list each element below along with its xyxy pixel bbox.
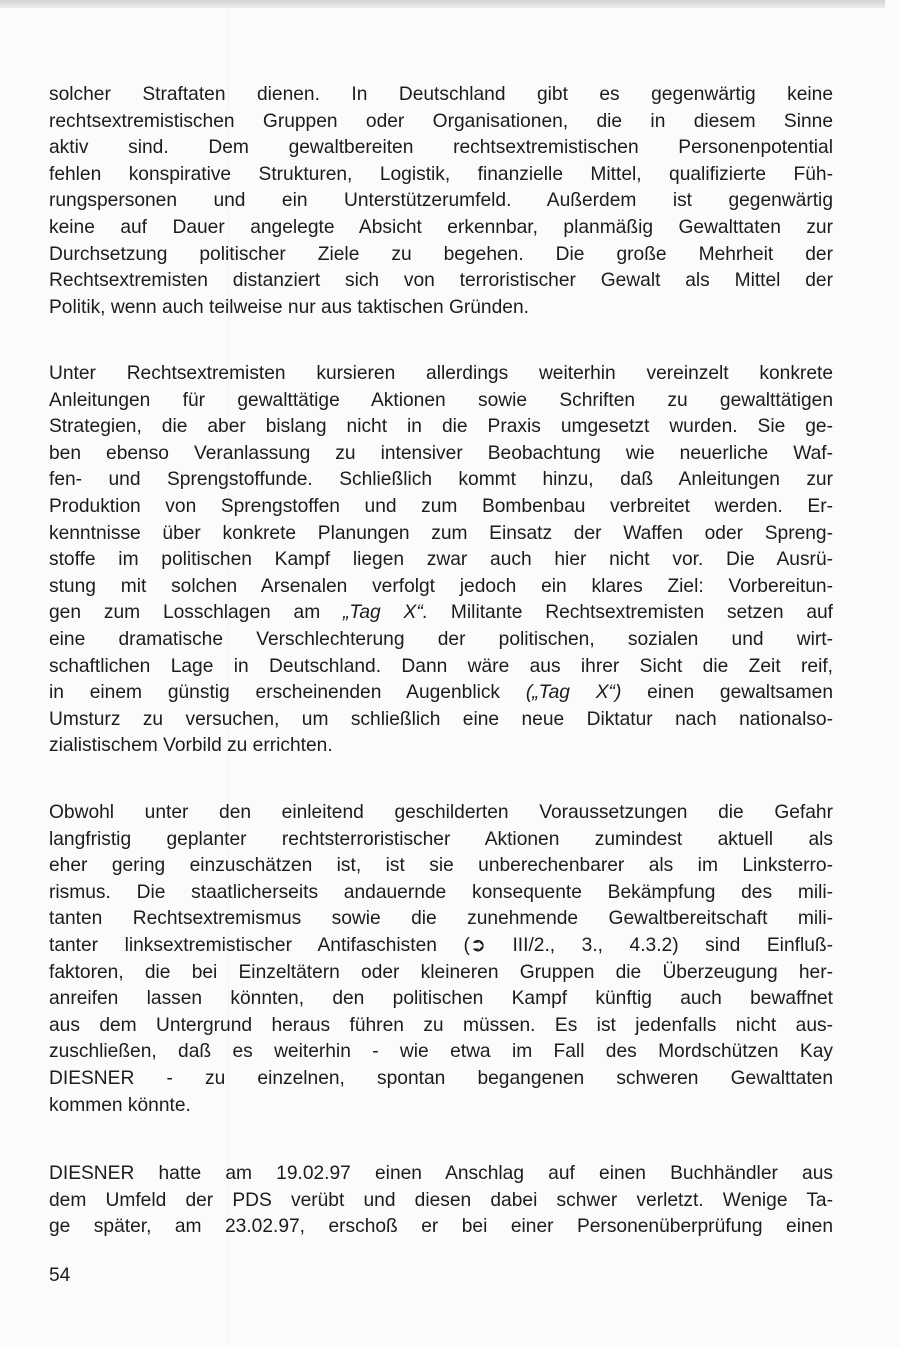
- text-line: DIESNER - zu einzelnen, spontan begangenen schweren Gewalttaten: [49, 1067, 833, 1089]
- top-edge-rule: [0, 0, 885, 8]
- paragraph-1: [49, 82, 833, 321]
- text-line: fen- und Sprengstoffunde. Schließlich kommt hinzu, daß Anleitungen zur: [49, 469, 833, 491]
- text-line: eher gering einzuschätzen ist, ist sie unberechenbarer als im Linksterro-: [49, 855, 833, 877]
- text-line: Rechtsextremisten distanziert sich von terroristischer Gewalt als Mittel der: [49, 270, 833, 292]
- text-line: dem Umfeld der PDS verübt und diesen dabei schwer verletzt. Wenige Ta-: [49, 1189, 833, 1211]
- text-line: solcher Straftaten dienen. In Deutschland gibt es gegenwärtig keine: [49, 84, 833, 105]
- text-line: Umsturz zu versuchen, um schließlich eine neue Diktatur nach nationalso-: [49, 708, 833, 730]
- text-line: fehlen konspirative Strukturen, Logistik, finanzielle Mittel, qualifizierte Füh-: [49, 163, 833, 185]
- text-segment: III/2., 3., 4.3.2) sind Einfluß-: [485, 934, 833, 956]
- text-line: stung mit solchen Arsenalen verfolgt jedoch ein klares Ziel: Vorbereitun-: [49, 575, 833, 597]
- text-segment: Militante Rechtsextremisten setzen auf: [428, 602, 833, 624]
- text-line: keine auf Dauer angelegte Absicht erkennbar, planmäßig Gewalttaten zur: [49, 216, 833, 238]
- text-line: Politik, wenn auch teilweise nur aus taktischen Gründen.: [49, 296, 529, 318]
- page-number: 54: [49, 1265, 71, 1286]
- text-line: rungspersonen und ein Unterstützerumfeld. Außerdem ist gegenwärtig: [49, 190, 833, 212]
- text-segment: einen gewaltsamen: [621, 682, 833, 704]
- paragraph-4: [49, 1161, 833, 1241]
- text-line: aus dem Untergrund heraus führen zu müssen. Es ist jedenfalls nicht aus-: [49, 1014, 833, 1036]
- text-line: faktoren, die bei Einzeltätern oder kleineren Gruppen die Überzeugung her-: [49, 961, 833, 983]
- text-line: zialistischem Vorbild zu errichten.: [49, 735, 333, 757]
- tag-x-italic: („Tag X“): [525, 682, 622, 704]
- text-line: stoffe im politischen Kampf liegen zwar auch hier nicht vor. Die Ausrü-: [49, 549, 833, 571]
- text-line: Produktion von Sprengstoffen und zum Bombenbau verbreitet werden. Er-: [49, 495, 833, 517]
- text-line: anreifen lassen könnten, den politischen Kampf künftig auch bewaffnet: [49, 988, 833, 1010]
- text-line: Strategien, die aber bislang nicht in die Praxis umgesetzt wurden. Sie ge-: [49, 416, 833, 438]
- text-line: ge später, am 23.02.97, erschoß er bei einer Personenüberprüfung einen: [49, 1216, 833, 1238]
- text-segment: gen zum Losschlagen am: [49, 602, 344, 624]
- text-line: DIESNER hatte am 19.02.97 einen Anschlag auf einen Buchhändler aus: [49, 1163, 833, 1184]
- text-line: langfristig geplanter rechtsterroristischer Aktionen zumindest aktuell als: [49, 828, 833, 850]
- text-line: Durchsetzung politischer Ziele zu begehen. Die große Mehrheit der: [49, 243, 833, 265]
- paragraph-3: [49, 800, 833, 1119]
- text-line: zuschließen, daß es weiterhin - wie etwa im Fall des Mordschützen Kay: [49, 1041, 833, 1063]
- text-segment: in einem günstig erscheinenden Augenblick: [49, 682, 526, 704]
- text-line: schaftlichen Lage in Deutschland. Dann wäre aus ihrer Sicht die Zeit reif,: [49, 655, 833, 677]
- text-line: kommen könnte.: [49, 1094, 191, 1116]
- text-line: rismus. Die staatlicherseits andauernde konsequente Bekämpfung des mili-: [49, 881, 833, 903]
- text-segment: tanter linksextremistischer Antifaschisten (: [49, 934, 470, 956]
- text-line: aktiv sind. Dem gewaltbereiten rechtsextremistischen Personenpotential: [49, 137, 833, 159]
- text-line-reference: [49, 933, 833, 960]
- text-line-tag-x: [49, 600, 833, 627]
- text-line: Anleitungen für gewalttätige Aktionen sowie Schriften zu gewalttätigen: [49, 389, 833, 411]
- text-line: kenntnisse über konkrete Planungen zum Einsatz der Waffen oder Spreng-: [49, 522, 833, 544]
- text-line: ben ebenso Veranlassung zu intensiver Beobachtung wie neuerliche Waf-: [49, 442, 833, 464]
- cross-reference-arrow-icon: ➲: [469, 934, 486, 956]
- text-line: eine dramatische Verschlechterung der politischen, sozialen und wirt-: [49, 628, 833, 650]
- text-line: Unter Rechtsextremisten kursieren allerdings weiterhin vereinzelt konkrete: [49, 363, 833, 384]
- text-line: Obwohl unter den einleitend geschilderten Voraussetzungen die Gefahr: [49, 802, 833, 823]
- text-line: tanten Rechtsextremismus sowie die zunehmende Gewaltbereitschaft mili-: [49, 908, 833, 930]
- paragraph-2: [49, 361, 833, 760]
- text-line: rechtsextremistischen Gruppen oder Organisationen, die in diesem Sinne: [49, 110, 833, 132]
- text-line-tag-x: [49, 680, 833, 707]
- tag-x-italic: „Tag X“.: [343, 602, 429, 624]
